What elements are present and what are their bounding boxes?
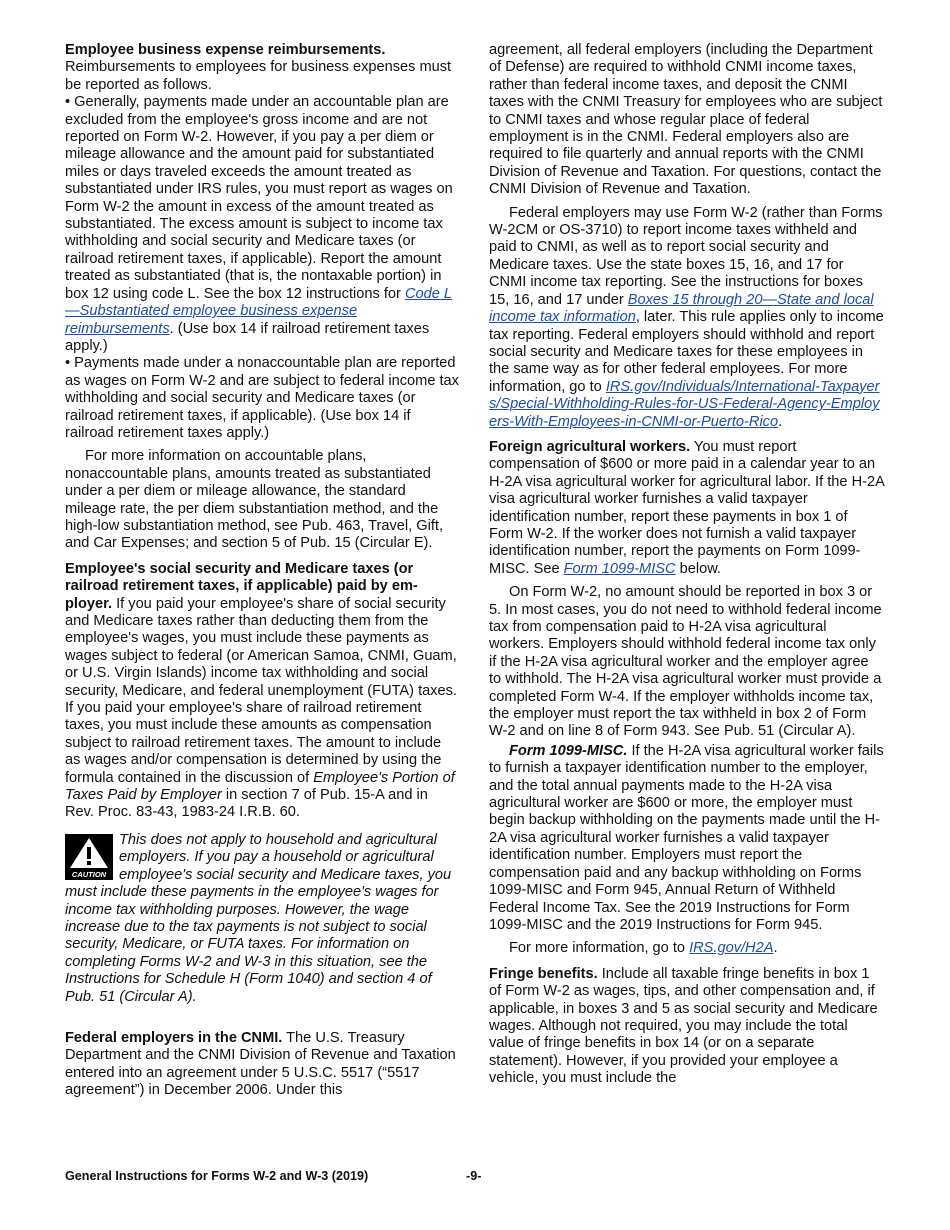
reimb-intro: Reimbursements to employees for business expenses must be reported as follows. xyxy=(65,59,452,93)
code-l-link[interactable]: Code L—Substantiated employee business expense reimbursements xyxy=(65,285,452,337)
fringe-body: Include all taxable fringe benefits in box 1 of Form W-2 as wages, tips, and other compensation and, if applicable, in boxes 3 and 5 as social security and Medicare wages. Although not required, you may include the total value of fringe benefits in box 14 (or on a separate statement). However, if you provided your employee a vehicle, you must include the xyxy=(489,965,878,1087)
ss-body-italic: Employee's Portion of Taxes Paid by Employer xyxy=(65,769,455,804)
cnmi-p2-a: Federal employers may use Form W-2 (rather than Forms W-2CM or OS-3710) to report income taxes withheld and paid to CNMI, as well as to report social security and Medicare taxes. Use the state boxes 15, 16, and 17 for CNMI income tax reporting. See the instructions for boxes 15, 16, and 17 under xyxy=(489,204,883,308)
caution-box xyxy=(65,832,460,1006)
foreign-ag-paragraph xyxy=(489,439,884,578)
ss-body-a: If you paid your employee's share of social security and Medicare taxes rather than deducting them from the employee's wages, you must include these payments as wages subject to federal (or American Samoa, CNMI, Guam, or U.S. Virgin Islands) income tax withholding and social security, Medicare, and federal unemployment (FUTA) taxes. If you paid your employee's share of railroad retirement taxes, you must include these amounts as compensation subject to railroad retirement taxes. The amount to include as wages and/or compensation is determined by using the formula contained in the discussion of xyxy=(65,595,458,786)
form-1099-misc-link[interactable]: Form 1099-MISC xyxy=(563,560,676,577)
foreign-ag-body-b: below. xyxy=(675,560,721,577)
cnmi-body: The U.S. Treasury Department and the CNMI Division of Revenue and Taxation entered into an agreement under 5 U.S.C. 5517 (“5517 agreement”) in December 2006. Under this xyxy=(65,1029,456,1099)
irs-cnmi-url-link[interactable]: IRS.gov/Individuals/International-Taxpayers/Special-Withholding-Rules-for-US-Federal-Agency-Employers-With-Employees-in-CNMI-or-Puerto-Rico xyxy=(489,378,880,430)
fringe-paragraph xyxy=(489,966,884,1088)
caution-text: This does not apply to household and agricultural employers. If you pay a household or agricultural employee's social security and Medicare taxes, you must include these payments in the employee's wages for income tax withholding purposes. However, the wage increase due to the tax payments is not subject to social security, Medicare, or FUTA taxes. For information on completing Forms W-2 and W-3 in this situation, see the Instructions for Schedule H (Form 1040) and section 4 of Pub. 51 (Circular A). xyxy=(65,831,452,1005)
cnmi-p2-b: , later. This rule applies only to income tax reporting. Federal employers should withhold and report social security and Medicare taxes for these employees in the same way as for other federal employees. For more information, go to xyxy=(489,309,884,395)
foreign-ag-paragraph-2: On Form W-2, no amount should be reported in box 3 or 5. In most cases, you do not need to withhold federal income tax from compensation paid to H-2A visa agricultural workers. Employers should withhold federal income tax only if the H-2A visa agricultural worker and the employer agree to withhold. The H-2A visa agricultural worker must provide a completed Form W-4. If the employer withholds income tax, the employer must report the tax withheld in box 2 of Form W-2 and on line 8 of Form 943. See Pub. 51 (Circular A). xyxy=(489,584,882,740)
form-1099-misc-paragraph xyxy=(489,743,884,934)
foreign-ag-body-a: You must report compensation of $600 or more paid in a calendar year to an H-2A visa agricultural worker for agricultural labor. If the H-2A visa agricultural worker furnishes a valid taxpayer identification number, report these payments in box 1 of Form W-2. If the worker does not furnish a valid taxpayer identification number, report the payments on Form 1099-MISC. See xyxy=(489,438,885,577)
bullet1-text-a: Generally, payments made under an accountable plan are excluded from the employee's gross income and are not reported on Form W-2. However, if you pay a per diem or mileage allowance and the amount paid for substantiated miles or days traveled exceeds the amount treated as substantiated under IRS rules, you must report as wages on Form W-2 the amount in excess of the amount treated as substantiated. The excess amount is subject to income tax withholding and social security and Medicare taxes (or railroad retirement taxes, if applicable). Report the amount treated as substantiated (that is, the nontaxable portion) in box 12 using code L. See the box 12 instructions for xyxy=(65,94,453,302)
cnmi-paragraph-2 xyxy=(489,205,884,431)
page-number: -9- xyxy=(466,1169,482,1183)
bullet-nonaccountable xyxy=(65,355,460,442)
form-1099-misc-body: If the H-2A visa agricultural worker fails to furnish a taxpayer identification number to the employer, and the total annual payments made to the H-2A visa agricultural worker are $600 or more, the employer must begin backup withholding on the payments made until the H-2A visa agricultural worker furnishes a valid taxpayer identification number. Employers must report the compensation paid and any backup withholding on Forms 1099-MISC and Form 945, Annual Return of Withheld Federal Income Tax. See the 2019 Instructions for Form 1099-MISC and the 2019 Instructions for Form 945. xyxy=(489,742,884,933)
cnmi-heading: Federal employers in the CNMI. xyxy=(65,1029,283,1046)
caution-icon xyxy=(65,834,113,880)
left-column xyxy=(65,42,460,1100)
footer-title: General Instructions for Forms W-2 and W-3 (2019) xyxy=(65,1169,369,1183)
cnmi-p2-end: . xyxy=(778,413,783,430)
form-1099-misc-heading: Form 1099-MISC. xyxy=(509,742,628,759)
bullet2-text: Payments made under a nonaccountable plan are reported as wages on Form W-2 and are subject to federal income tax withholding and social security and Medicare taxes (or railroad retirement taxes, if applicable). (Use box 14 if railroad retirement taxes apply.) xyxy=(65,355,459,441)
bullet-icon: • xyxy=(65,94,71,111)
ss-paragraph xyxy=(65,561,460,822)
more-info-paragraph: For more information on accountable plans, nonaccountable plans, amounts treated as substantiated under a per diem or mileage allowance, the standard mileage rate, the per diem substantiation method, and the high-low substantiation method, see Pub. 463, Travel, Gift, and Car Expenses; and section 5 of Pub. 15 (Circular E). xyxy=(65,448,444,552)
boxes-15-20-link[interactable]: Boxes 15 through 20—State and local income tax information xyxy=(489,291,874,326)
cnmi-paragraph xyxy=(65,1030,460,1100)
caution-label: CAUTION xyxy=(71,869,107,879)
fringe-heading: Fringe benefits. xyxy=(489,965,598,982)
irs-h2a-link[interactable]: IRS.gov/H2A xyxy=(689,940,774,957)
right-column xyxy=(489,42,884,1088)
h2a-end: . xyxy=(773,940,778,957)
h2a-paragraph xyxy=(489,940,884,957)
bullet-accountable xyxy=(65,94,460,355)
cnmi-continuation: agreement, all federal employers (including the Department of Defense) are required to withhold CNMI income taxes, rather than federal income taxes, and deposit the CNMI taxes with the CNMI Treasury for employees who are subject to CNMI taxes and whose regular place of federal employment is in the CNMI. Federal employers also are required to file quarterly and annual reports with the CNMI Division of Revenue and Taxation. For questions, contact the CNMI Division of Revenue and Taxation. xyxy=(489,42,883,198)
ss-heading: Employee's social security and Medicare taxes (or railroad retirement taxes, if applicable) paid by em-ployer. xyxy=(65,560,418,612)
reimb-heading: Employee business expense reimbursements. xyxy=(65,42,386,58)
ss-body-b: in section 7 of Pub. 15-A and in Rev. Proc. 83-43, 1983-24 I.R.B. 60. xyxy=(65,787,428,821)
foreign-ag-heading: Foreign agricultural workers. xyxy=(489,438,691,455)
bullet-icon: • xyxy=(65,355,71,372)
h2a-text: For more information, go to xyxy=(509,940,690,957)
bullet1-text-b: . (Use box 14 if railroad retirement taxes apply.) xyxy=(65,320,430,354)
